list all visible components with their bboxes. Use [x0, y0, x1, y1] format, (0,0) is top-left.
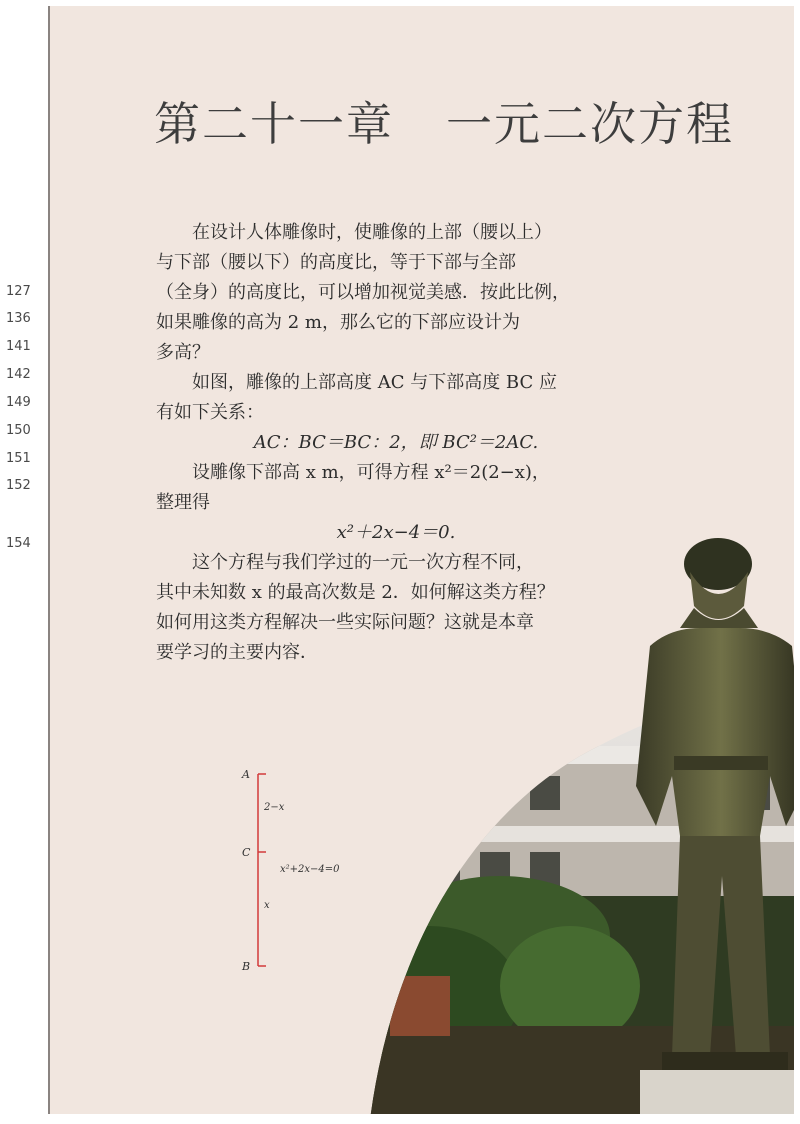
margin-number: 149: [6, 395, 31, 410]
margin-number: 154: [6, 536, 31, 551]
point-a-label: A: [242, 768, 250, 781]
margin-number: 136: [6, 311, 31, 326]
chapter-number: 第二十一章: [154, 97, 394, 151]
lower-segment-label: x: [264, 900, 270, 911]
margin-number: 142: [6, 367, 31, 382]
chapter-title: [154, 88, 734, 154]
text-line: 多高？: [156, 342, 210, 363]
text-line: 设雕像下部高 x m，可得方程 x²＝2(2−x)，: [192, 462, 550, 483]
statue-height-diagram: [240, 766, 340, 976]
upper-segment-label: 2−x: [264, 802, 285, 813]
text-line: 与下部（腰以下）的高度比，等于下部与全部: [156, 252, 516, 273]
text-line: 如图，雕像的上部高度 AC 与下部高度 BC 应: [192, 372, 557, 393]
statue-image: [610, 536, 794, 1114]
diagram-equation: x²+2x−4=0: [280, 864, 340, 875]
text-line: （全身）的高度比，可以增加视觉美感．按此比例，: [156, 282, 570, 303]
margin-number: 152: [6, 478, 31, 493]
intro-text: [156, 218, 636, 668]
margin-number: 150: [6, 423, 31, 438]
text-line: 整理得: [156, 492, 210, 513]
point-c-label: C: [242, 846, 251, 859]
point-b-label: B: [242, 960, 251, 973]
text-line: 要学习的主要内容．: [156, 642, 318, 663]
text-line: 其中未知数 x 的最高次数是 2．如何解这类方程？: [156, 582, 555, 603]
quadratic-equation: x²＋2x−4＝0.: [336, 522, 456, 543]
text-line: 在设计人体雕像时，使雕像的上部（腰以上）: [192, 222, 552, 243]
margin-number: 151: [6, 451, 31, 466]
text-line: 这个方程与我们学过的一元一次方程不同，: [192, 552, 534, 573]
text-line: 如果雕像的高为 2 m，那么它的下部应设计为: [156, 312, 520, 333]
text-line: 有如下关系：: [156, 402, 264, 423]
text-line: 如何用这类方程解决一些实际问题？这就是本章: [156, 612, 534, 633]
proportion-formula: AC：BC＝BC：2，即 BC²＝2AC.: [253, 432, 539, 453]
margin-number: 141: [6, 339, 31, 354]
textbook-page: [48, 6, 794, 1114]
chapter-name: 一元二次方程: [446, 97, 734, 151]
margin-number: 127: [6, 284, 31, 299]
